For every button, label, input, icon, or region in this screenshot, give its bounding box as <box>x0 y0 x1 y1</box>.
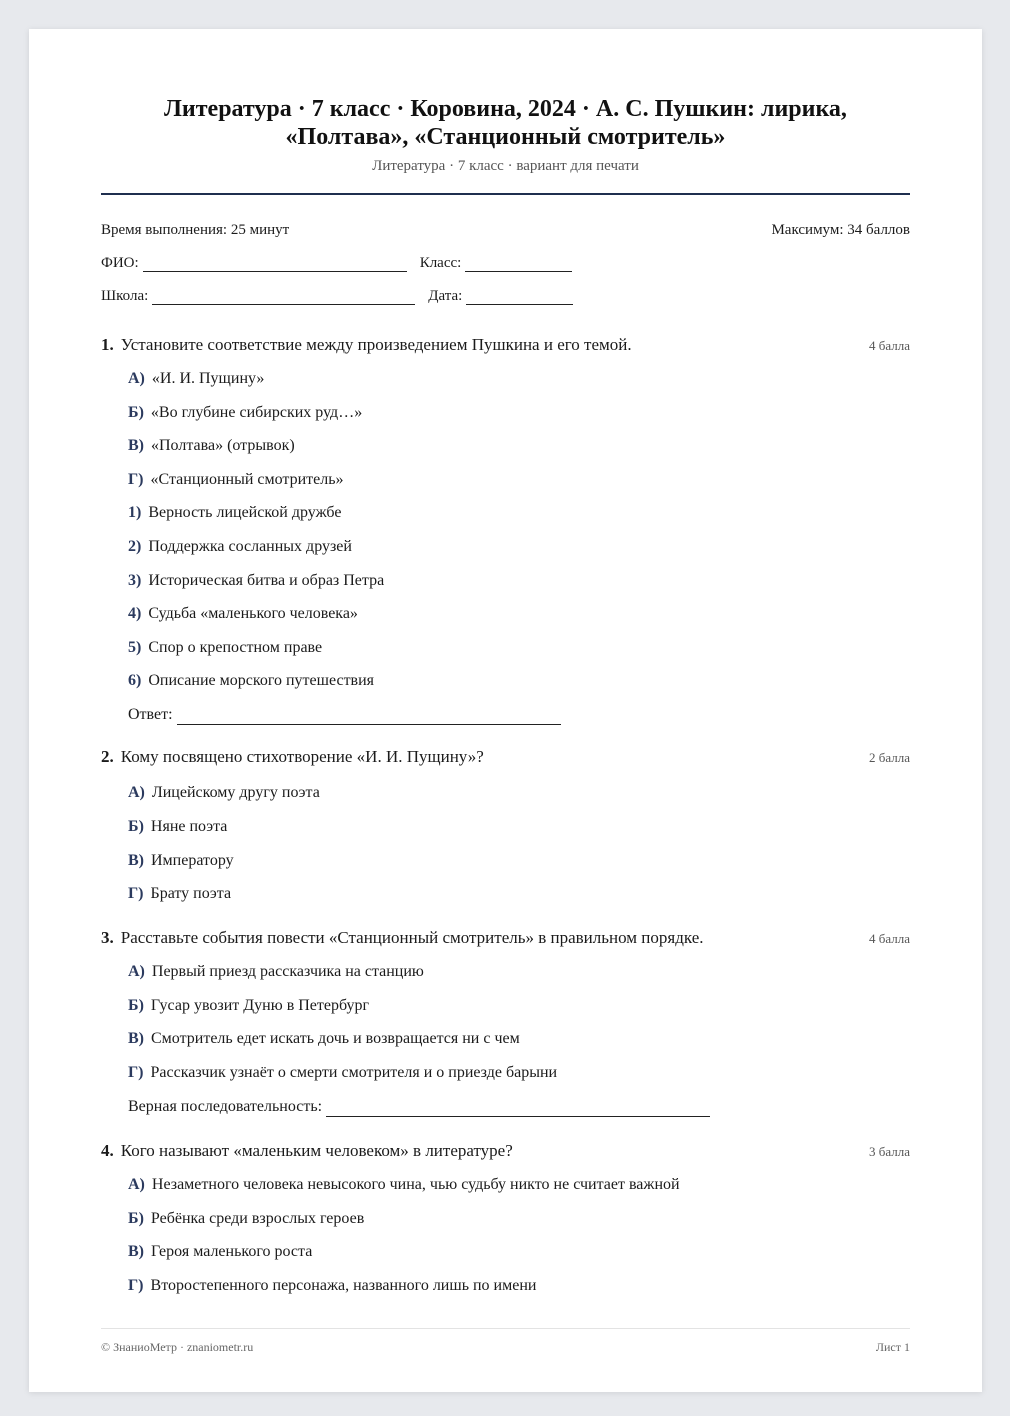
match-item[interactable] <box>128 638 910 658</box>
question-text <box>101 928 704 948</box>
match-item[interactable] <box>128 671 910 691</box>
option-marker: 2) <box>128 537 142 555</box>
school-label: Школа: <box>101 288 149 304</box>
question-points: 4 балла <box>869 931 910 947</box>
option-text: Рассказчик узнаёт о смерти смотрителя и о приезде барыни <box>150 1063 558 1081</box>
option-marker: 3) <box>128 571 142 589</box>
option-text: «Станционный смотритель» <box>150 470 344 488</box>
option-marker: Б) <box>128 996 144 1014</box>
fio-label: ФИО: <box>101 255 139 271</box>
school-field[interactable] <box>152 290 415 305</box>
answer-label: Верная последовательность: <box>128 1097 323 1115</box>
option-marker: Г) <box>128 1276 144 1294</box>
option-text: «Во глубине сибирских руд…» <box>150 403 363 421</box>
option-text: «Полтава» (отрывок) <box>151 437 295 455</box>
question-3 <box>101 928 910 1117</box>
question-prompt: Установите соответствие между произведением Пушкина и его темой. <box>120 335 632 354</box>
option-marker: Г) <box>128 1063 144 1081</box>
option-item[interactable] <box>128 1063 910 1083</box>
answer-row <box>128 1097 910 1117</box>
date-label: Дата: <box>428 288 463 304</box>
match-item[interactable] <box>128 503 910 523</box>
question-4 <box>101 1141 910 1296</box>
option-text: Ребёнка среди взрослых героев <box>150 1209 365 1227</box>
option-text: Первый приезд рассказчика на станцию <box>151 963 424 981</box>
option-item[interactable] <box>128 817 910 837</box>
question-number: 4. <box>101 1140 114 1160</box>
match-item[interactable] <box>128 571 910 591</box>
answer-row <box>128 705 910 725</box>
option-list <box>101 369 910 691</box>
option-marker: 6) <box>128 672 142 690</box>
option-item[interactable] <box>128 1242 910 1262</box>
question-number: 1. <box>101 335 114 354</box>
option-item[interactable] <box>128 436 910 456</box>
option-item[interactable] <box>128 1029 910 1049</box>
option-marker: В) <box>128 851 144 869</box>
option-marker: 4) <box>128 605 142 623</box>
option-text: Императору <box>151 851 234 869</box>
option-marker: Г) <box>128 885 144 903</box>
page-title <box>101 95 910 151</box>
option-item[interactable] <box>128 1209 910 1229</box>
option-marker: В) <box>128 1243 144 1261</box>
question-points: 2 балла <box>869 750 910 766</box>
question-1 <box>101 335 910 725</box>
option-marker: В) <box>128 1030 144 1048</box>
student-fields-row-1 <box>101 254 910 272</box>
option-text: Второстепенного персонажа, названного лишь по имени <box>150 1276 537 1294</box>
title-line-1: Литература · 7 класс · Коровина, 2024 · А. С. Пушкин: лирика, <box>164 96 847 122</box>
option-marker: 1) <box>128 504 142 522</box>
option-text: Незаметного человека невысокого чина, чью судьбу никто не считает важной <box>151 1175 680 1193</box>
class-field[interactable] <box>465 257 572 272</box>
header-divider <box>101 193 910 195</box>
question-text <box>101 335 632 355</box>
option-item[interactable] <box>128 403 910 423</box>
option-marker: Б) <box>128 403 144 421</box>
match-item[interactable] <box>128 537 910 557</box>
question-prompt: Кого называют «маленьким человеком» в литературе? <box>120 1140 513 1160</box>
option-text: Спор о крепостном праве <box>148 638 323 656</box>
option-marker: 5) <box>128 638 142 656</box>
question-number: 2. <box>101 747 114 767</box>
page-subtitle: Литература · 7 класс · вариант для печати <box>372 158 639 174</box>
page-footer <box>101 1328 910 1355</box>
question-points: 3 балла <box>869 1143 910 1159</box>
date-field[interactable] <box>466 290 573 305</box>
option-item[interactable] <box>128 783 910 803</box>
worksheet-page <box>29 29 982 1392</box>
question-header <box>101 1141 910 1161</box>
option-text: Поддержка сосланных друзей <box>148 537 352 555</box>
option-marker: А) <box>128 784 145 802</box>
option-item[interactable] <box>128 470 910 490</box>
option-text: Историческая битва и образ Петра <box>148 571 385 589</box>
header <box>101 29 910 175</box>
time-limit: Время выполнения: 25 минут <box>101 222 290 238</box>
question-prompt: Кому посвящено стихотворение «И. И. Пущину»? <box>120 747 484 767</box>
question-text <box>101 1141 513 1161</box>
option-marker: Г) <box>128 470 144 488</box>
match-item[interactable] <box>128 604 910 624</box>
student-fields-row-2 <box>101 287 910 305</box>
option-marker: Б) <box>128 1209 144 1227</box>
option-text: «И. И. Пущину» <box>151 370 265 387</box>
option-text: Героя маленького роста <box>151 1243 313 1261</box>
answer-label: Ответ: <box>128 706 173 724</box>
answer-field[interactable] <box>326 1102 710 1117</box>
answer-field[interactable] <box>177 710 561 725</box>
option-text: Описание морского путешествия <box>148 672 375 690</box>
question-number: 3. <box>101 928 114 948</box>
question-header <box>101 928 910 948</box>
question-header <box>101 747 910 767</box>
footer-page-number: Лист 1 <box>875 1340 910 1354</box>
option-text: Няне поэта <box>150 817 228 835</box>
option-marker: А) <box>128 1175 145 1193</box>
option-item[interactable] <box>128 851 910 871</box>
title-line-2: «Полтава», «Станционный смотритель» <box>285 124 726 150</box>
option-list <box>101 783 910 904</box>
option-item[interactable] <box>128 1175 910 1195</box>
option-item[interactable] <box>128 996 910 1016</box>
option-marker: В) <box>128 437 144 455</box>
question-header <box>101 335 910 355</box>
option-text: Брату поэта <box>150 885 232 903</box>
question-prompt: Расставьте события повести «Станционный смотритель» в правильном порядке. <box>120 928 704 948</box>
option-item[interactable] <box>128 369 910 389</box>
question-2 <box>101 747 910 904</box>
max-score: Максимум: 34 баллов <box>771 222 910 238</box>
option-item[interactable] <box>128 962 910 982</box>
option-list <box>101 962 910 1083</box>
option-text: Лицейскому другу поэта <box>151 784 320 802</box>
option-text: Судьба «маленького человека» <box>148 605 358 623</box>
option-text: Гусар увозит Дуню в Петербург <box>150 996 370 1014</box>
meta-row <box>101 221 910 239</box>
fio-field[interactable] <box>143 257 407 272</box>
option-item[interactable] <box>128 884 910 904</box>
question-text <box>101 747 484 767</box>
option-text: Верность лицейской дружбе <box>148 504 342 522</box>
option-marker: А) <box>128 370 145 387</box>
footer-copyright: © ЗнаниоМетр · znaniometr.ru <box>101 1340 254 1354</box>
option-marker: А) <box>128 963 145 981</box>
option-list <box>101 1175 910 1296</box>
option-item[interactable] <box>128 1276 910 1296</box>
option-text: Смотритель едет искать дочь и возвращается ни с чем <box>151 1030 520 1048</box>
option-marker: Б) <box>128 817 144 835</box>
class-label: Класс: <box>419 255 462 271</box>
question-points: 4 балла <box>869 338 910 353</box>
